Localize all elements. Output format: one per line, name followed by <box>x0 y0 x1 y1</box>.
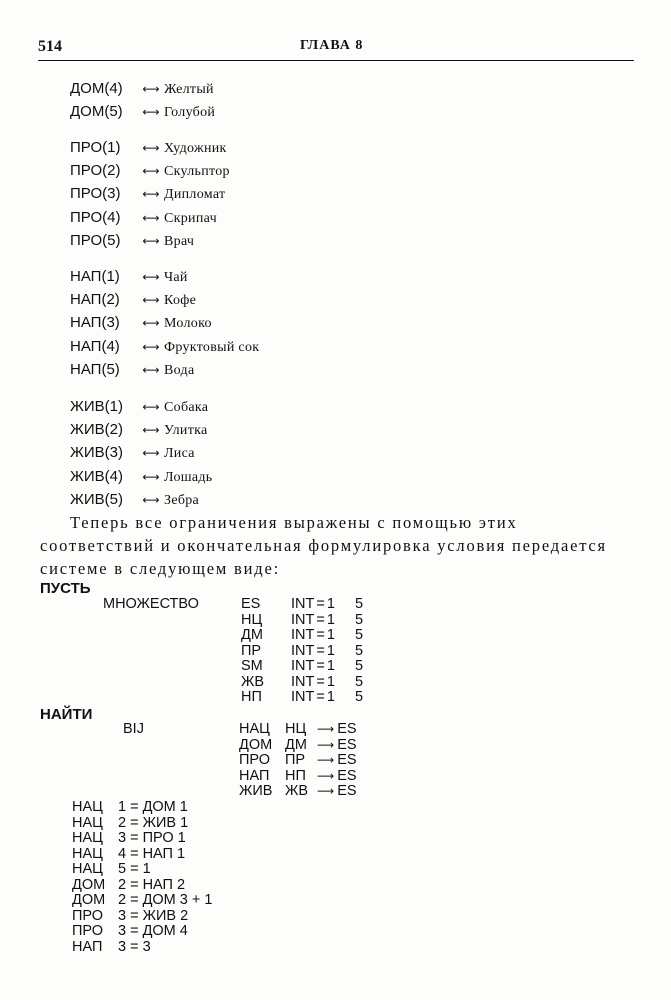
value-name: Зебра <box>164 492 200 508</box>
correspondence-line <box>70 103 215 121</box>
domain-row <box>241 659 375 675</box>
constraint-b: 3 <box>118 923 127 939</box>
domain-row <box>241 675 375 691</box>
constraint-c: = ПРО 1 <box>130 830 186 846</box>
correspondence-line <box>70 291 196 309</box>
mapping-dom: НП <box>285 767 306 784</box>
domain-type: INT <box>291 689 315 705</box>
correspondence-line <box>70 232 194 250</box>
domain-lower: 1 <box>326 658 335 674</box>
domain-name: ДМ <box>241 627 263 643</box>
double-arrow-icon: ⟷ <box>142 293 160 308</box>
double-arrow-icon: ⟷ <box>142 492 160 507</box>
right-arrow-icon: ⟶ <box>317 784 335 798</box>
domain-type: INT <box>291 596 315 612</box>
domain-name: ЖВ <box>241 673 265 690</box>
value-name: Врач <box>164 233 195 249</box>
constraint-row <box>72 847 212 863</box>
body-paragraph: Теперь все ограничения выражены с помощью этих соответствий и окончательная формулировка условия передается системе в следующем виде: <box>40 513 607 578</box>
chapter-title: ГЛАВА 8 <box>300 38 364 53</box>
mapping-src: НАЦ <box>239 721 270 737</box>
correspondence-line <box>70 398 208 416</box>
correspondence-line <box>70 314 212 332</box>
constraint-a: НАЦ <box>72 830 103 846</box>
correspondence-line <box>70 421 208 439</box>
domain-lower: 1 <box>326 596 335 612</box>
variable-name: ЖИВ(1) <box>70 398 123 415</box>
constraint-a: НАЦ <box>72 814 103 831</box>
domain-row <box>241 690 375 706</box>
constraint-b: 2 <box>118 814 127 831</box>
constraint-a: НАЦ <box>72 845 103 862</box>
variable-name: ПРО(2) <box>70 162 121 180</box>
header-rule <box>38 60 634 61</box>
domain-row <box>241 597 375 613</box>
domain-type: INT <box>291 627 315 643</box>
equals-sign: = <box>316 673 325 690</box>
variable-name: ДОМ(5) <box>70 103 123 121</box>
mapping-src: НАП <box>239 767 270 784</box>
value-name: Лиса <box>164 446 195 462</box>
set-keyword: МНОЖЕСТВО <box>103 596 199 612</box>
mapping-row <box>239 753 357 769</box>
correspondence-line <box>70 268 188 286</box>
mapping-src: ЖИВ <box>239 783 273 799</box>
mapping-dst: ES <box>337 767 357 784</box>
mapping-row <box>239 722 357 738</box>
right-arrow-icon: ⟶ <box>317 753 335 767</box>
correspondence-line <box>70 361 194 379</box>
let-keyword: ПУСТЬ <box>40 580 91 597</box>
constraint-b: 5 <box>118 861 127 877</box>
mapping-src: ПРО <box>239 752 271 768</box>
constraint-c: = НАП 2 <box>130 876 186 893</box>
domain-row <box>241 613 375 629</box>
variable-name: ПРО(3) <box>70 185 121 203</box>
double-arrow-icon: ⟷ <box>142 362 160 377</box>
value-name: Фруктовый сок <box>164 339 260 355</box>
correspondence-line <box>70 444 195 462</box>
correspondence-line <box>70 80 214 98</box>
domain-type: INT <box>291 658 315 674</box>
equals-sign: = <box>316 689 325 705</box>
constraint-c: = ДОМ 3 + 1 <box>130 892 213 908</box>
variable-name: НАП(2) <box>70 291 120 309</box>
domain-upper: 5 <box>355 611 364 628</box>
mapping-dom: НЦ <box>285 721 307 737</box>
constraint-b: 3 <box>118 938 127 955</box>
correspondence-line <box>70 162 230 180</box>
mapping-src: ДОМ <box>239 736 273 753</box>
domain-upper: 5 <box>355 627 364 643</box>
bij-keyword: BIJ <box>123 721 144 737</box>
value-name: Голубой <box>164 105 216 121</box>
domain-upper: 5 <box>355 689 364 705</box>
page-number: 514 <box>38 38 62 55</box>
constraint-c: = ЖИВ 1 <box>130 814 189 831</box>
constraint-b: 2 <box>118 892 127 908</box>
domain-upper: 5 <box>355 673 364 690</box>
double-arrow-icon: ⟷ <box>142 233 160 248</box>
double-arrow-icon: ⟷ <box>142 446 160 461</box>
constraint-c: = 1 <box>130 861 151 877</box>
constraint-c: = ЖИВ 2 <box>130 907 189 924</box>
constraint-a: НАЦ <box>72 861 103 877</box>
mapping-row <box>239 784 357 800</box>
variable-name: ЖИВ(3) <box>70 444 123 462</box>
variable-name: ЖИВ(2) <box>70 421 123 439</box>
domain-lower: 1 <box>326 673 335 690</box>
value-name: Желтый <box>164 82 214 97</box>
double-arrow-icon: ⟷ <box>142 210 160 225</box>
constraint-a: ПРО <box>72 907 104 924</box>
equals-sign: = <box>316 658 325 674</box>
variable-name: НАП(3) <box>70 314 120 332</box>
variable-name: НАП(1) <box>70 268 120 285</box>
constraint-c: = 3 <box>130 938 151 955</box>
constraint-a: ДОМ <box>72 876 106 893</box>
correspondence-line <box>70 338 259 356</box>
domain-type: INT <box>291 642 315 659</box>
constraint-row <box>72 893 212 909</box>
double-arrow-icon: ⟷ <box>142 82 160 96</box>
variable-name: ПРО(1) <box>70 139 121 156</box>
constraint-c: = НАП 1 <box>130 845 186 862</box>
mapping-dst: ES <box>337 752 357 768</box>
correspondence-line <box>70 139 227 157</box>
variable-name: НАП(5) <box>70 360 120 378</box>
value-name: Скульптор <box>164 164 230 180</box>
constraint-row <box>72 909 212 925</box>
double-arrow-icon: ⟷ <box>142 400 160 414</box>
constraint-b: 4 <box>118 845 127 862</box>
constraint-table <box>72 800 212 955</box>
value-name: Вода <box>164 362 195 378</box>
constraint-c: = ДОМ 4 <box>130 923 188 939</box>
double-arrow-icon: ⟷ <box>142 270 160 284</box>
variable-name: ЖИВ(5) <box>70 490 123 508</box>
mapping-dst: ES <box>337 721 357 737</box>
constraint-b: 3 <box>118 907 127 924</box>
constraint-c: = ДОМ 1 <box>130 799 188 815</box>
right-arrow-icon: ⟶ <box>317 768 335 783</box>
double-arrow-icon: ⟷ <box>142 469 160 484</box>
variable-name: ДОМ(4) <box>70 80 123 97</box>
value-name: Молоко <box>164 316 212 332</box>
correspondence-line <box>70 468 212 486</box>
value-name: Дипломат <box>164 187 226 203</box>
constraint-b: 1 <box>118 799 127 815</box>
value-name: Улитка <box>164 423 208 439</box>
constraint-a: ПРО <box>72 923 104 939</box>
domain-lower: 1 <box>326 642 335 659</box>
domain-name: НП <box>241 689 262 705</box>
double-arrow-icon: ⟷ <box>142 164 160 179</box>
value-name: Художник <box>164 141 227 156</box>
double-arrow-icon: ⟷ <box>142 187 160 202</box>
domain-type: INT <box>291 673 315 690</box>
correspondence-line <box>70 209 217 227</box>
equals-sign: = <box>316 611 325 628</box>
domain-lower: 1 <box>326 689 335 705</box>
mapping-dom: ПР <box>285 752 306 768</box>
constraint-row <box>72 940 212 956</box>
equals-sign: = <box>316 627 325 643</box>
mapping-dom: ДМ <box>285 736 307 753</box>
value-name: Чай <box>164 270 188 285</box>
mapping-dst: ES <box>337 736 357 753</box>
constraint-row <box>72 816 212 832</box>
correspondence-line <box>70 185 225 203</box>
constraint-row <box>72 800 212 816</box>
variable-name: ЖИВ(4) <box>70 467 123 485</box>
mapping-dom: ЖВ <box>285 783 309 799</box>
constraint-a: НАЦ <box>72 799 103 815</box>
constraint-b: 2 <box>118 876 127 893</box>
mapping-dst: ES <box>337 783 357 799</box>
value-name: Лошадь <box>164 469 213 485</box>
value-name: Кофе <box>164 293 197 309</box>
domain-upper: 5 <box>355 642 364 659</box>
domain-upper: 5 <box>355 596 364 612</box>
right-arrow-icon: ⟶ <box>317 722 335 736</box>
constraint-row <box>72 862 212 878</box>
domain-upper: 5 <box>355 658 364 674</box>
equals-sign: = <box>316 642 325 659</box>
domain-name: ПР <box>241 642 262 659</box>
constraint-a: ДОМ <box>72 892 106 908</box>
value-name: Собака <box>164 400 209 415</box>
mapping-table <box>239 722 357 800</box>
correspondence-line <box>70 491 199 509</box>
domain-name: ES <box>241 596 261 612</box>
domain-row <box>241 628 375 644</box>
constraint-row <box>72 878 212 894</box>
domain-type: INT <box>291 611 315 628</box>
mapping-row <box>239 738 357 754</box>
domain-name: НЦ <box>241 611 263 628</box>
variable-name: НАП(4) <box>70 337 120 355</box>
domain-table <box>241 597 375 706</box>
constraint-a: НАП <box>72 938 103 955</box>
domain-lower: 1 <box>326 611 335 628</box>
constraint-row <box>72 924 212 940</box>
equals-sign: = <box>316 596 325 612</box>
constraint-row <box>72 831 212 847</box>
double-arrow-icon: ⟷ <box>142 423 160 438</box>
variable-name: ПРО(5) <box>70 231 121 249</box>
double-arrow-icon: ⟷ <box>142 339 160 354</box>
right-arrow-icon: ⟶ <box>317 737 335 752</box>
find-keyword: НАЙТИ <box>40 706 93 723</box>
double-arrow-icon: ⟷ <box>142 105 160 120</box>
domain-row <box>241 644 375 660</box>
mapping-row <box>239 769 357 785</box>
variable-name: ПРО(4) <box>70 208 121 226</box>
constraint-b: 3 <box>118 830 127 846</box>
double-arrow-icon: ⟷ <box>142 141 160 155</box>
double-arrow-icon: ⟷ <box>142 316 160 331</box>
domain-lower: 1 <box>326 627 335 643</box>
value-name: Скрипач <box>164 210 217 226</box>
domain-name: SM <box>241 658 263 674</box>
